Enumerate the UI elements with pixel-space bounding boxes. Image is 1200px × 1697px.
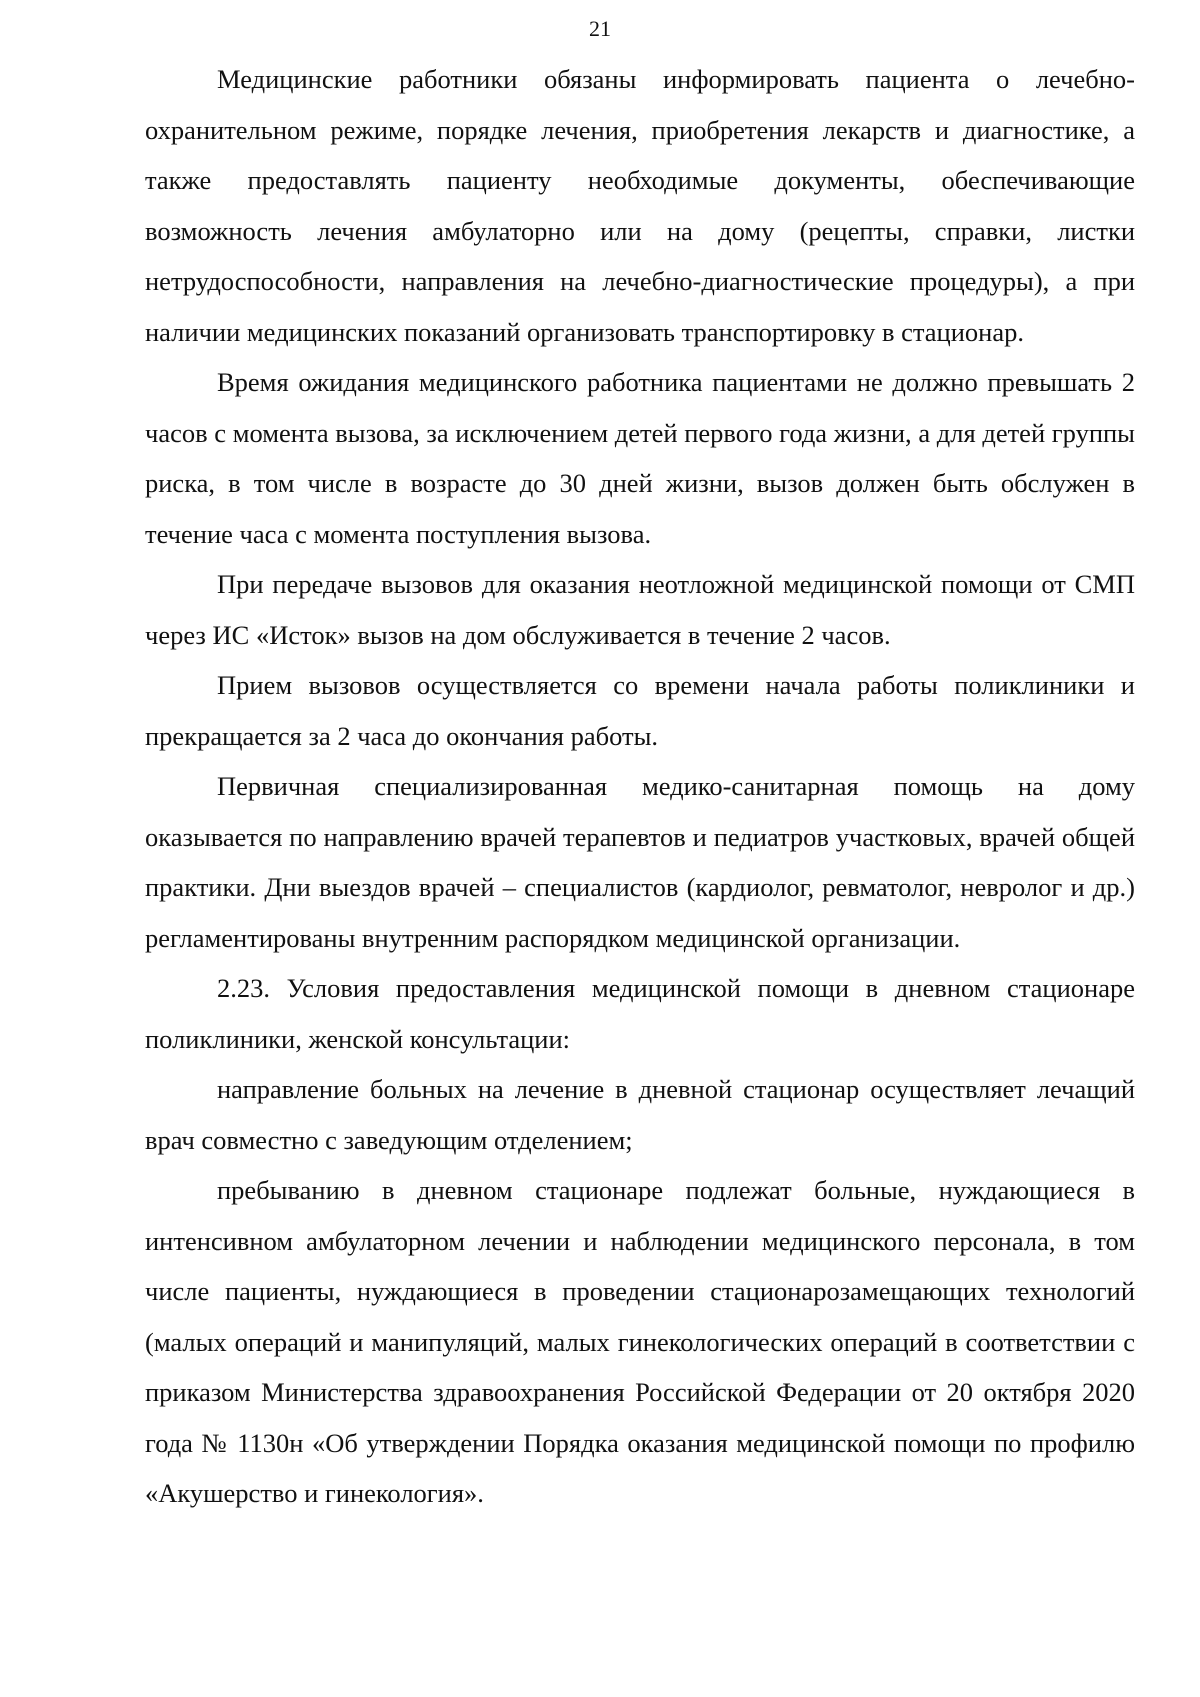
paragraph-call-reception: Прием вызовов осуществляется со времени начала работы поликлиники и прекращается за 2 часа до окончания работы. [145,670,1135,751]
paragraph-specialized-home-care: Первичная специализированная медико-санитарная помощь на дому оказывается по направлению врачей терапевтов и педиатров участковых, врачей общей практики. Дни выездов врачей – специалистов (кардиолог, ревматолог, невролог и др.) регламентированы внутренним распорядком медицинской организации. [145,771,1135,953]
paragraph-section-2-23: 2.23. Условия предоставления медицинской помощи в дневном стационаре поликлиники, женской консультации: [145,973,1135,1054]
paragraph-emergency-calls: При передаче вызовов для оказания неотложной медицинской помощи от СМП через ИС «Исток» вызов на дом обслуживается в течение 2 часов. [145,569,1135,650]
page-number: 21 [589,16,611,41]
paragraph-waiting-time: Время ожидания медицинского работника пациентами не должно превышать 2 часов с момента вызова, за исключением детей первого года жизни, а для детей группы риска, в том числе в возрасте до 30 дней жизни, вызов должен быть обслужен в течение часа с момента поступления вызова. [145,367,1135,549]
paragraph-day-hospital-patients: пребыванию в дневном стационаре подлежат больные, нуждающиеся в интенсивном амбулаторном лечении и наблюдении медицинского персонала, в том числе пациенты, нуждающиеся в проведении стационарозамещающих технологий (малых операций и манипуляций, малых гинекологических операций в соответствии с приказом Министерства здравоохранения Российской Федерации от 20 октября 2020 года № 1130н «Об утверждении Порядка оказания медицинской помощи по профилю «Акушерство и гинекология». [145,1175,1135,1508]
paragraph-medical-workers-duties: Медицинские работники обязаны информировать пациента о лечебно-охранительном режиме, порядке лечения, приобретения лекарств и диагностике, а также предоставлять пациенту необходимые документы, обеспечивающие возможность лечения амбулаторно или на дому (рецепты, справки, листки нетрудоспособности, направления на лечебно-диагностические процедуры), а при наличии медицинских показаний организовать транспортировку в стационар. [145,64,1135,347]
document-body [145,54,1135,1519]
paragraph-day-hospital-referral: направление больных на лечение в дневной стационар осуществляет лечащий врач совместно с заведующим отделением; [145,1074,1135,1155]
